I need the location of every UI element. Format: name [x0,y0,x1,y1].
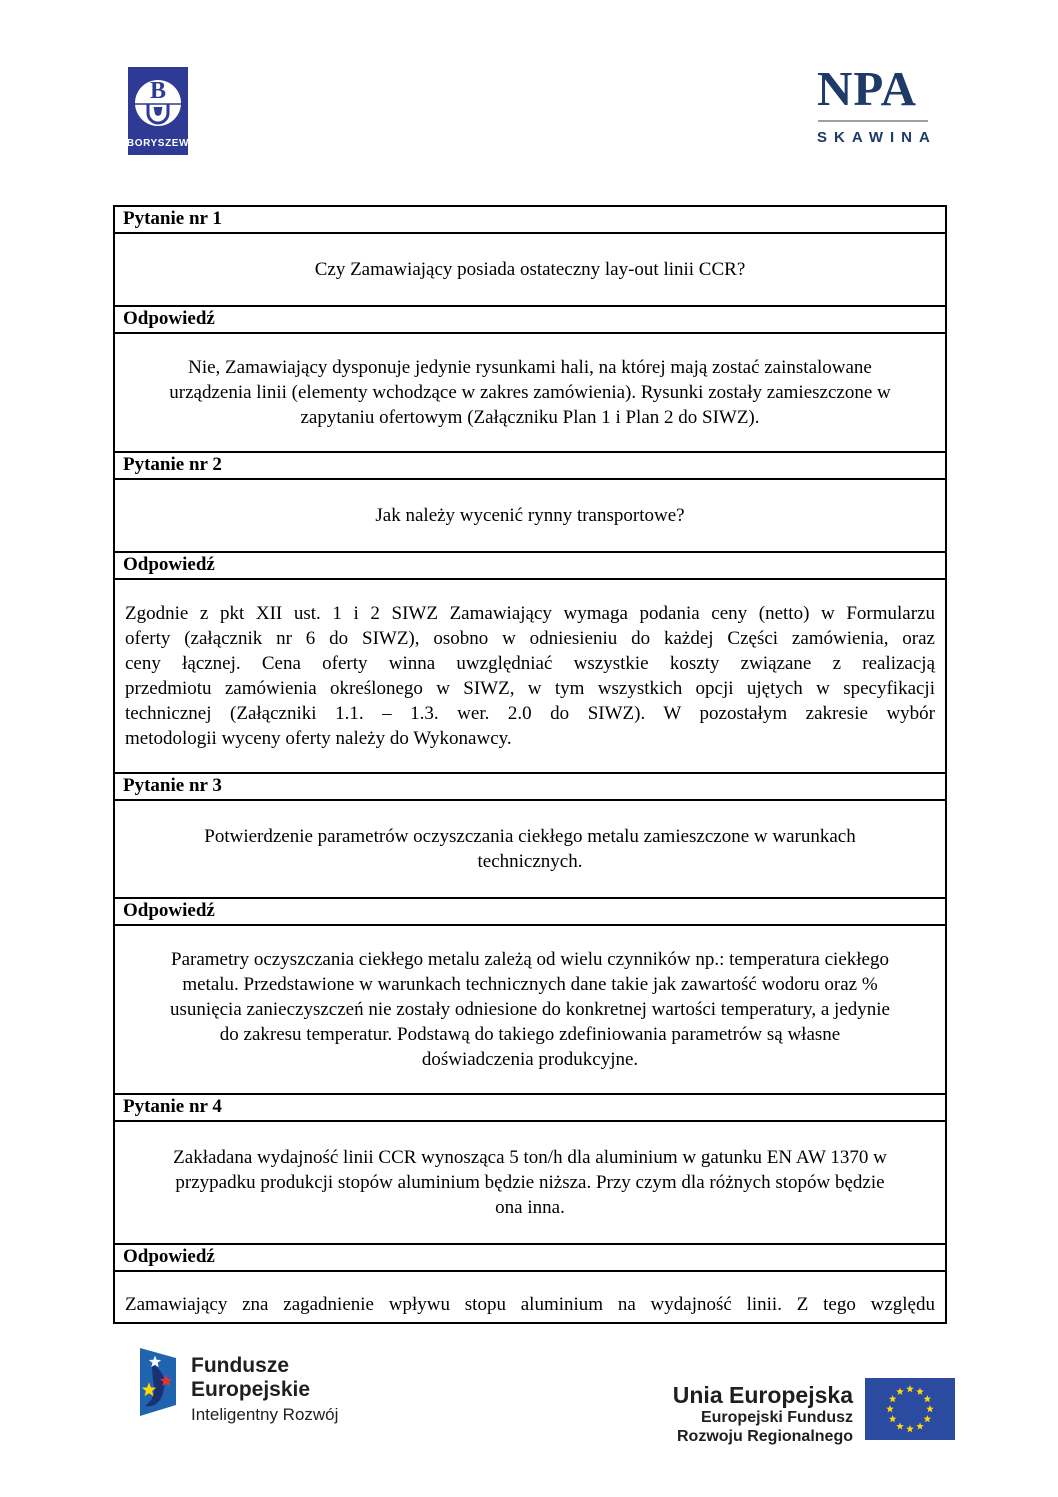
answer-3-text [115,924,945,1093]
answer-1-line: zapytaniu ofertowym (Załączniku Plan 1 i Plan 2 do SIWZ). [300,407,760,428]
answer-2-line: ceny łącznej. Cena oferty winna uwzględniać wszystkie koszty związane z realizacją [125,653,935,674]
question-3-header: Pytanie nr 3 [115,772,945,799]
answer-2-line: technicznej (Załączniki 1.1. – 1.3. wer. 2.0 do SIWZ). W pozostałym zakresie wybór [125,703,935,724]
answer-2-text [115,578,945,772]
question-2-line: Jak należy wycenić rynny transportowe? [375,505,685,526]
answer-4-line: Zamawiający zna zagadnienie wpływu stopu aluminium na wydajność linii. Z tego względu [125,1294,935,1315]
question-4-header: Pytanie nr 4 [115,1093,945,1120]
fundusze-subtitle: Inteligentny Rozwój [191,1405,339,1424]
question-3-text [115,799,945,897]
answer-2-line: oferty (załącznik nr 6 do SIWZ), osobno w odniesieniu do każdej Części zamówienia, oraz [125,628,935,649]
question-1-text [115,232,945,305]
question-3-line: technicznych. [477,851,583,872]
fundusze-title-line2: Europejskie [191,1378,311,1401]
unia-subtitle-line2: Rozwoju Regionalnego [677,1428,853,1445]
answer-1-text [115,332,945,451]
boryszew-letter: B [149,78,167,104]
unia-subtitle-line1: Europejski Fundusz [700,1409,853,1426]
question-3-line: Potwierdzenie parametrów oczyszczania ciekłego metalu zamieszczone w warunkach [204,826,856,847]
question-4-text [115,1120,945,1243]
unia-title: Unia Europejska [672,1382,853,1408]
fundusze-logo-text [191,1354,338,1425]
question-1-line: Czy Zamawiający posiada ostateczny lay-out linii CCR? [314,259,746,280]
question-4-line: ona inna. [495,1197,565,1218]
question-2-header: Pytanie nr 2 [115,451,945,478]
boryszew-logo-icon [128,67,188,155]
npa-logo-divider [818,120,928,122]
npa-logo-title: NPA [817,61,918,116]
unia-logo-text [645,1382,853,1446]
fundusze-europejskie-logo [140,1348,338,1426]
answer-1-line: Nie, Zamawiający dysponuje jedynie rysunkami hali, na której mają zostać zainstalowane [188,357,872,378]
answer-3-line: doświadczenia produkcyjne. [421,1049,639,1070]
fundusze-title-line1: Fundusze [191,1354,289,1377]
answer-3-line: metalu. Przedstawione w warunkach technicznych dane takie jak zawartość wodoru oraz % [182,974,878,995]
question-2-text [115,478,945,551]
eu-flag-icon [865,1378,955,1440]
npa-skawina-logo [817,61,937,146]
answer-4-header: Odpowiedź [115,1243,945,1270]
npa-logo-subtitle: SKAWINA [817,129,937,146]
qa-table [113,205,947,1324]
answer-3-line: do zakresu temperatur. Podstawą do takiego zdefiniowania parametrów są własne [219,1024,841,1045]
question-1-header: Pytanie nr 1 [123,208,222,229]
answer-2-line: metodologii wyceny oferty należy do Wykonawcy. [125,728,512,749]
answer-3-line: Parametry oczyszczania ciekłego metalu zależą od wielu czynników np.: temperatura ciekłego [171,949,889,970]
answer-3-header: Odpowiedź [115,897,945,924]
answer-2-header: Odpowiedź [115,551,945,578]
answer-2-line: Zgodnie z pkt XII ust. 1 i 2 SIWZ Zamawiający wymaga podania ceny (netto) w Formularzu [125,603,935,624]
unia-europejska-logo [645,1378,955,1446]
answer-4-text [115,1270,945,1322]
fundusze-flag-icon [140,1348,176,1426]
answer-1-header: Odpowiedź [115,305,945,332]
answer-1-line: urządzenia linii (elementy wchodzące w zakres zamówienia). Rysunki zostały zamieszczone w [169,382,891,403]
answer-3-line: usunięcia zanieczyszczeń nie zostały odniesione do konkretnej wartości temperatury, a jedynie [170,999,890,1020]
question-4-line: Zakładana wydajność linii CCR wynosząca 5 ton/h dla aluminium w gatunku EN AW 1370 w [173,1147,887,1168]
answer-2-line: przedmiotu zamówienia określonego w SIWZ, w tym wszystkich opcji ujętych w specyfikacji [125,678,935,699]
boryszew-logo-text: BORYSZEW [128,138,188,149]
question-4-line: przypadku produkcji stopów aluminium będzie niższa. Przy czym dla różnych stopów będzie [175,1172,885,1193]
boryszew-logo [128,67,188,160]
